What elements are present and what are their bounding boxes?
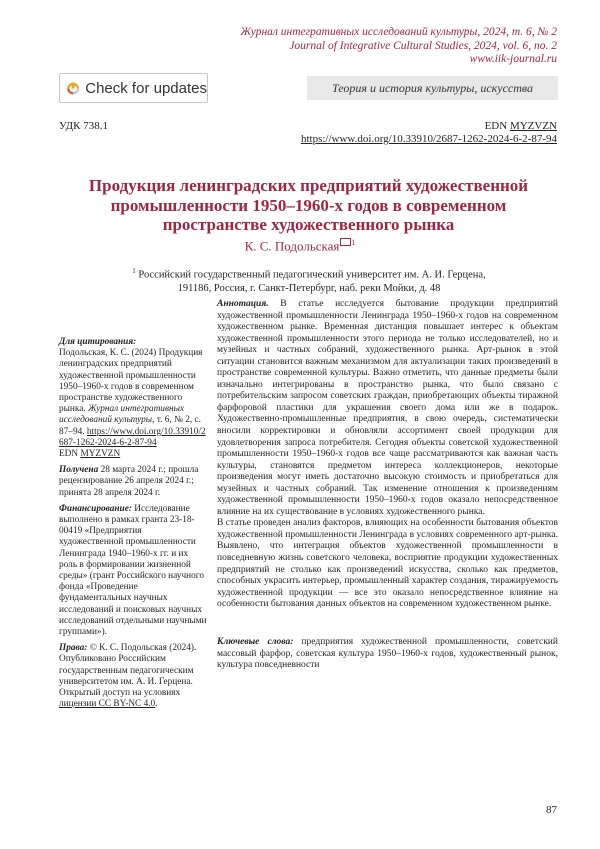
journal-site[interactable]: www.iik-journal.ru <box>469 53 557 65</box>
abstract-paragraph-1: В статье исследуется бытование продукции предприятий художественной промышленности Ленинграда 1950–1960-х годов на современном художественном рынке. Временная дистанция повышает интерес к объектам художественной промышленности этого периода не только исследователей, но и музейных и частных собраний, художественного рынка. Арт-рынок в этой ситуации становится важным механизмом для актуализации таких произведений в пространстве современной культуры. Важно отметить, что данные предметы были изначально интегрированы в пространство рынка, что было связано с потребительским запросом советских граждан, приобретающих объекты тиражной фарфоровой пластики для украшения своего дома или же в подарок. Художественно-промышленные предприятия, в свою очередь, систематически вносили корректировки и обновляли ассортимент своей продукции для удовлетворения запроса потребителя. Сегодня объекты советской художественной промышленности 1950–1960-х годов все чаще рассматриваются как важная часть культуры, становятся предметом интереса коллекционеров, некоторые произведения могут иметь достаточно высокую стоимость и приобретаться для музейных и частных собраний. Так изменение отношения к произведениям художественной промышленности 1950–1960-х годов оказало непосредственное влияние на их существование в условиях художественного рынка. <box>217 299 558 517</box>
section-label: Теория и история культуры, искусства <box>307 76 558 100</box>
affiliation-line-1: Российский государственный педагогический университет им. А. И. Герцена, <box>138 269 486 281</box>
abstract-paragraph-2: В статье проведен анализ факторов, влияющих на особенности бытования объектов художественной промышленности Ленинграда в условиях современного арт-рынка. Выявлено, что интеграция объектов художественной промышленности в повседневную жизнь советского человека, восприятие продукции художественных предприятий не столько как произведений искусства, сколько как предметов, способных украсить интерьер, промышленный характер создания, тиражируемость художественной продукции — все это оказало непосредственное влияние на особенности бытования данных объектов на современном художественном рынке. <box>217 518 558 610</box>
abstract <box>217 299 558 611</box>
check-for-updates-button[interactable] <box>59 73 208 103</box>
affiliation-marker: 1 <box>132 267 136 275</box>
abstract-label: Аннотация. <box>217 299 269 309</box>
citation-text-2: , т. 6, № 2, с. 87–94. <box>59 415 202 437</box>
author-marker: 1 <box>351 238 356 247</box>
journal-title-en: Journal of Integrative Cultural Studies, 2024, vol. 6, no. 2 <box>289 39 557 52</box>
rights-end: . <box>155 699 158 710</box>
received-text: 28 марта 2024 г.; прошла рецензирование 26 апреля 2024 г.; принята 28 апреля 2024 г. <box>59 465 199 498</box>
affiliation-line-2: 191186, Россия, г. Санкт-Петербург, наб. реки Мойки, д. 48 <box>177 282 441 294</box>
mail-icon[interactable] <box>340 238 351 246</box>
funding-block <box>59 504 207 638</box>
keywords-text: предприятия художественной промышленности, советский массовый фарфор, советская культура 1950–1960-х годов, художественный рынок, культура повседневности <box>217 637 558 671</box>
funding-text: Исследование выполнено в рамках гранта 23-18-00419 «Предприятия художественной промышленности Ленинграда 1940–1960-х гг. и их роль в формировании жизненной среды» (грант Российского научного фонда «Проведение фундаментальных научных исследований и поисковых научных исследований отдельными научными группами»). <box>59 503 207 638</box>
edn-link[interactable]: MYZVZN <box>509 120 557 132</box>
citation-journal: Журнал интегративных исследований культуры <box>59 404 185 426</box>
rights-label: Права: <box>59 643 88 654</box>
edn-prefix: EDN <box>484 120 510 132</box>
keywords <box>217 637 558 672</box>
page-number: 87 <box>546 804 557 816</box>
check-updates-label: Check for updates <box>85 79 207 97</box>
author-line <box>0 238 600 254</box>
doi-link[interactable]: https://www.doi.org/10.33910/2687-1262-2024-6-2-87-94 <box>300 133 557 145</box>
udc-code: УДК 738.1 <box>59 120 109 132</box>
citation-text-1: Подольская, К. С. (2024) Продукция ленинградских предприятий художественной промышленности 1950–1960-х годов в современном пространстве художественного рынка. <box>59 348 203 415</box>
citation-block <box>59 337 207 460</box>
rights-text: © К. С. Подольская (2024). Опубликовано Российским государственным педагогическим университетом им. А. И. Герцена. Открытый доступ на условиях <box>59 643 197 699</box>
edn-block <box>301 120 557 146</box>
received-block <box>59 465 207 499</box>
citation-doi-link[interactable]: https://www.doi.org/10.33910/2687-1262-2024-6-2-87-94 <box>59 426 206 448</box>
citation-label: Для цитирования: <box>59 337 137 347</box>
citation-edn-prefix: EDN <box>59 449 81 460</box>
rights-block <box>59 643 207 710</box>
keywords-label: Ключевые слова: <box>217 637 294 647</box>
funding-label: Финансирование: <box>59 503 132 514</box>
sidebar <box>59 337 207 716</box>
journal-header <box>241 26 557 67</box>
license-link[interactable]: лицензии CC BY-NC 4.0 <box>59 699 156 710</box>
journal-title-ru: Журнал интегративных исследований культуры, 2024, т. 6, № 2 <box>240 26 557 38</box>
affiliation <box>120 265 498 295</box>
received-label: Получена <box>59 465 99 476</box>
author-name: К. С. Подольская <box>244 238 340 254</box>
citation-edn-link[interactable]: MYZVZN <box>80 449 121 460</box>
article-title: Продукция ленинградских предприятий художественной промышленности 1950–1960-х годов в современном пространстве художественного рынка <box>88 176 529 234</box>
check-updates-icon <box>66 77 80 99</box>
